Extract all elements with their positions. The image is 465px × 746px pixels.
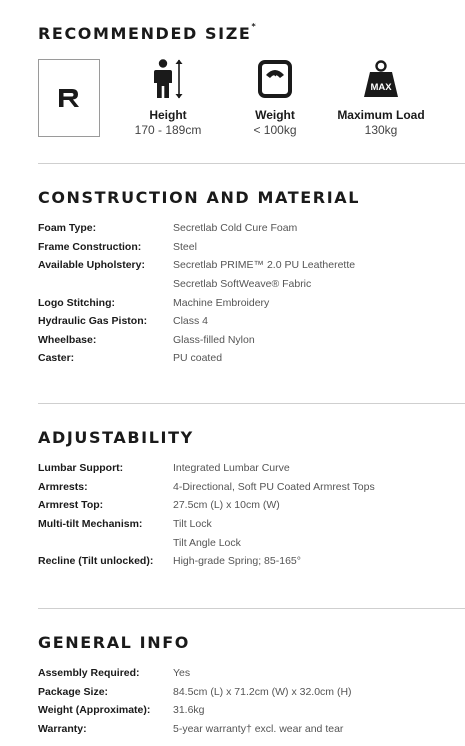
spec-row	[38, 701, 352, 720]
spec-value: Secretlab Cold Cure Foam	[173, 222, 298, 235]
title-footnote-mark: *	[251, 22, 256, 31]
metric-max-load-value: 130kg	[364, 123, 398, 137]
person-height-icon	[123, 58, 213, 100]
spec-row	[38, 293, 355, 312]
spec-row	[38, 256, 355, 275]
spec-row	[38, 533, 375, 552]
metric-weight	[230, 58, 320, 137]
spec-key: Armrest Top:	[38, 499, 104, 512]
max-load-icon-text: MAX	[370, 82, 392, 93]
spec-row	[38, 683, 352, 702]
spec-row	[38, 664, 352, 683]
section-divider	[38, 608, 465, 609]
spec-value: 5-year warranty† excl. wear and tear	[173, 723, 344, 736]
metric-height-value: 170 - 189cm	[134, 123, 202, 137]
metric-weight-label: Weight	[255, 108, 295, 122]
spec-value: Tilt Lock	[173, 518, 212, 531]
spec-key: Warranty:	[38, 723, 87, 736]
brand-logo	[38, 59, 100, 137]
spec-key: Available Upholstery:	[38, 259, 145, 272]
section-divider	[38, 403, 465, 404]
spec-key: Armrests:	[38, 480, 88, 493]
construction-specs	[38, 219, 355, 368]
spec-value: 31.6kg	[173, 704, 205, 717]
spec-value: Glass-filled Nylon	[173, 333, 255, 346]
adjustability-specs	[38, 459, 375, 571]
section-divider	[38, 163, 465, 164]
weight-max-icon	[326, 58, 436, 100]
spec-key: Frame Construction:	[38, 240, 142, 253]
general-info-specs	[38, 664, 352, 738]
spec-row	[38, 459, 375, 478]
spec-key: Wheelbase:	[38, 333, 97, 346]
recommended-size-title-text: RECOMMENDED SIZE	[38, 24, 252, 43]
spec-key: Weight (Approximate):	[38, 704, 151, 717]
spec-key: Assembly Required:	[38, 667, 140, 680]
spec-row	[38, 515, 375, 534]
spec-row	[38, 331, 355, 350]
spec-row	[38, 349, 355, 368]
metric-max-load-label: Maximum Load	[337, 108, 425, 122]
spec-key: Lumbar Support:	[38, 462, 124, 475]
spec-row	[38, 312, 355, 331]
spec-row	[38, 478, 375, 497]
spec-value: Steel	[173, 240, 197, 253]
spec-row	[38, 552, 375, 571]
spec-value: 27.5cm (L) x 10cm (W)	[173, 499, 280, 512]
spec-row	[38, 720, 352, 739]
spec-value: Class 4	[173, 315, 209, 328]
general-info-title: GENERAL INFO	[38, 633, 190, 652]
spec-value: 84.5cm (L) x 71.2cm (W) x 32.0cm (H)	[173, 685, 352, 698]
metric-max-load	[326, 58, 436, 137]
spec-key: Logo Stitching:	[38, 296, 115, 309]
spec-value: Secretlab PRIME™ 2.0 PU Leatherette	[173, 259, 356, 272]
metric-height-label: Height	[149, 108, 187, 122]
adjustability-title: ADJUSTABILITY	[38, 428, 194, 447]
spec-value: Machine Embroidery	[173, 296, 270, 309]
spec-value: Secretlab SoftWeave® Fabric	[173, 278, 312, 291]
spec-value: 4-Directional, Soft PU Coated Armrest Tops	[173, 480, 375, 493]
spec-row	[38, 238, 355, 257]
brand-logo-mark	[57, 87, 81, 109]
brand-logo-letter: R	[57, 87, 58, 88]
spec-row	[38, 219, 355, 238]
scale-icon	[230, 58, 320, 100]
spec-value: High-grade Spring; 85-165°	[173, 555, 301, 568]
spec-value: Integrated Lumbar Curve	[173, 462, 290, 475]
spec-key: Package Size:	[38, 685, 109, 698]
spec-key: Foam Type:	[38, 222, 97, 235]
metric-weight-value: < 100kg	[253, 123, 297, 137]
spec-row	[38, 496, 375, 515]
metric-height	[123, 58, 213, 137]
spec-value: Tilt Angle Lock	[173, 536, 241, 549]
spec-value: PU coated	[173, 352, 223, 365]
construction-title: CONSTRUCTION AND MATERIAL	[38, 188, 361, 207]
spec-key: Multi-tilt Mechanism:	[38, 518, 143, 531]
spec-key: Hydraulic Gas Piston:	[38, 315, 148, 328]
recommended-size-title	[38, 24, 256, 43]
spec-key: Recline (Tilt unlocked):	[38, 555, 154, 568]
spec-value: Yes	[173, 667, 191, 680]
spec-row	[38, 275, 355, 294]
spec-key: Caster:	[38, 352, 75, 365]
